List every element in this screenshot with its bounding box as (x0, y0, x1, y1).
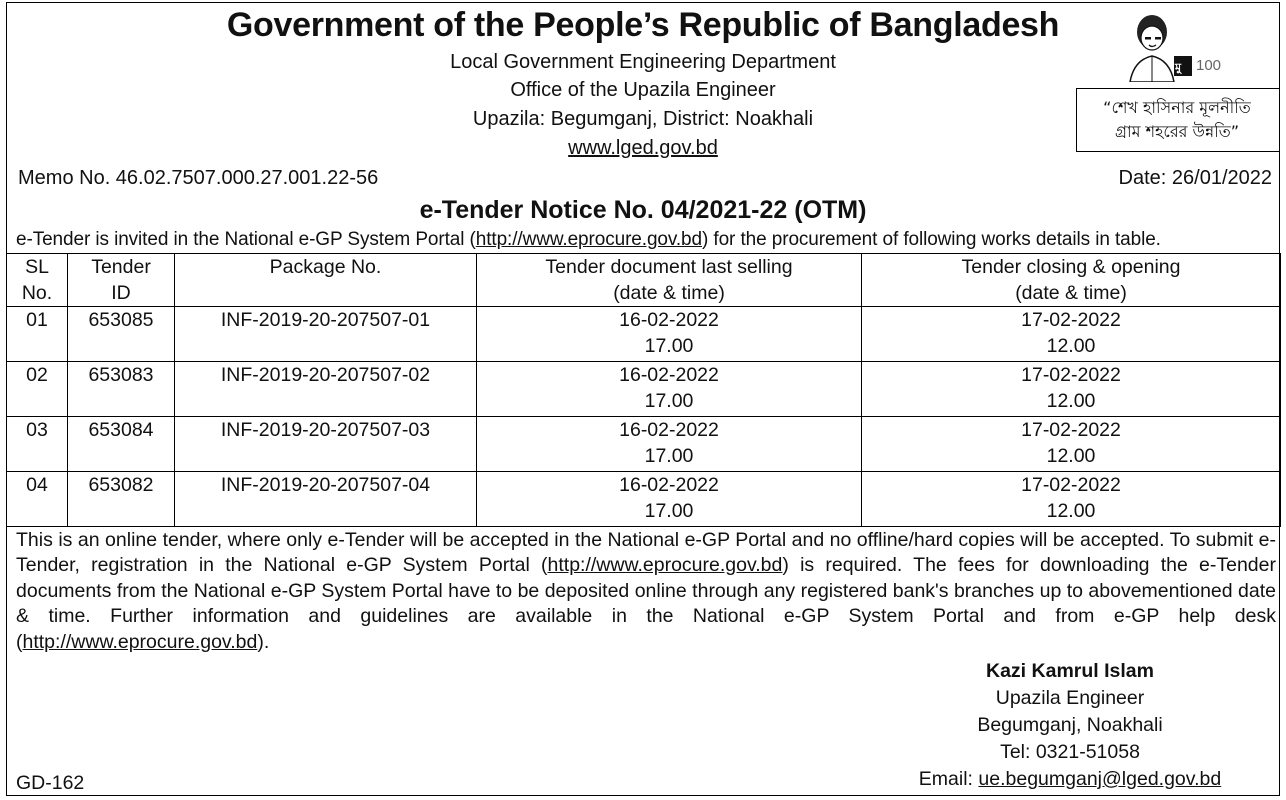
signatory-designation: Upazila Engineer (995, 687, 1145, 709)
notice-date: Date: 26/01/2022 (1118, 167, 1272, 189)
signatory-phone: Tel: 0321-51058 (1000, 741, 1140, 763)
signatory-name: Kazi Kamrul Islam (986, 660, 1154, 682)
mujib-centenary-logo (1112, 8, 1222, 82)
cell-tender-id: 653085 (68, 307, 175, 362)
eprocure-link[interactable]: http://www.eprocure.gov.bd (547, 554, 783, 577)
cell-last-selling: 16-02-2022 17.00 (477, 307, 862, 362)
website-link[interactable]: www.lged.gov.bd (568, 137, 718, 159)
header-sl-no: SL No. (7, 254, 68, 307)
instructions-paragraph: This is an online tender, where only e-Tender will be accepted in the National e-GP Portal and no offline/hard copies will be accepted. To submit e-Tender, registration in the National e-GP System Portal (http://www.eprocure.gov.bd) is required. The fees for downloading the e-Tender documents from the National e-GP System Portal have to be deposited online through any registered bank's branches up to abovementioned date & time. Further information and guidelines are available in the National e-GP System Portal and from e-GP help desk (http://www.eprocure.gov.bd). (16, 529, 1276, 653)
notice-title: e-Tender Notice No. 04/2021-22 (OTM) (419, 196, 867, 224)
table-header-row (7, 254, 1281, 307)
cell-sl-no: 04 (7, 472, 68, 527)
office-location: Upazila: Begumganj, District: Noakhali (472, 108, 814, 130)
helpdesk-link[interactable]: http://www.eprocure.gov.bd (22, 630, 258, 653)
cell-closing-opening: 17-02-2022 12.00 (862, 307, 1281, 362)
invitation-text-start: e-Tender is invited in the National e-GP System Portal ( (16, 229, 476, 250)
invitation-text (16, 229, 1161, 251)
table-row (7, 417, 1281, 472)
signatory-email: Email: ue.begumganj@lged.gov.bd (918, 768, 1222, 790)
eprocure-link[interactable]: http://www.eprocure.gov.bd (475, 229, 702, 250)
memo-number: Memo No. 46.02.7507.000.27.001.22-56 (18, 167, 379, 189)
svg-text:মু: মু (1175, 61, 1182, 74)
header-last-selling: Tender document last selling (date & time) (477, 254, 862, 307)
department-name: Local Government Engineering Department (450, 51, 836, 73)
cell-package-no: INF-2019-20-207507-04 (175, 472, 477, 527)
table-row (7, 472, 1281, 527)
header-package-no: Package No. (175, 254, 477, 307)
email-link[interactable]: ue.begumganj@lged.gov.bd (978, 768, 1222, 790)
slogan-line-1: “শেখ হাসিনার মূলনীতি (1103, 98, 1251, 117)
header-closing-opening: Tender closing & opening (date & time) (862, 254, 1281, 307)
cell-package-no: INF-2019-20-207507-01 (175, 307, 477, 362)
cell-last-selling: 16-02-2022 17.00 (477, 472, 862, 527)
cell-last-selling: 16-02-2022 17.00 (477, 417, 862, 472)
cell-closing-opening: 17-02-2022 12.00 (862, 362, 1281, 417)
svg-text:100: 100 (1196, 57, 1222, 74)
slogan-box (1076, 88, 1280, 152)
office-name: Office of the Upazila Engineer (510, 79, 776, 101)
cell-closing-opening: 17-02-2022 12.00 (862, 417, 1281, 472)
cell-tender-id: 653084 (68, 417, 175, 472)
slogan-line-2: গ্রাম শহরের উন্নতি” (1114, 122, 1240, 141)
tender-table (6, 253, 1281, 527)
cell-sl-no: 03 (7, 417, 68, 472)
header-tender-id: Tender ID (68, 254, 175, 307)
cell-tender-id: 653082 (68, 472, 175, 527)
cell-sl-no: 02 (7, 362, 68, 417)
table-row (7, 307, 1281, 362)
table-row (7, 362, 1281, 417)
cell-last-selling: 16-02-2022 17.00 (477, 362, 862, 417)
cell-package-no: INF-2019-20-207507-02 (175, 362, 477, 417)
cell-closing-opening: 17-02-2022 12.00 (862, 472, 1281, 527)
signatory-place: Begumganj, Noakhali (977, 714, 1163, 736)
cell-sl-no: 01 (7, 307, 68, 362)
cell-tender-id: 653083 (68, 362, 175, 417)
invitation-text-end: ) for the procurement of following works details in table. (702, 229, 1161, 250)
gd-code: GD-162 (16, 772, 85, 794)
cell-package-no: INF-2019-20-207507-03 (175, 417, 477, 472)
government-title: Government of the People’s Republic of Bangladesh (226, 6, 1060, 44)
